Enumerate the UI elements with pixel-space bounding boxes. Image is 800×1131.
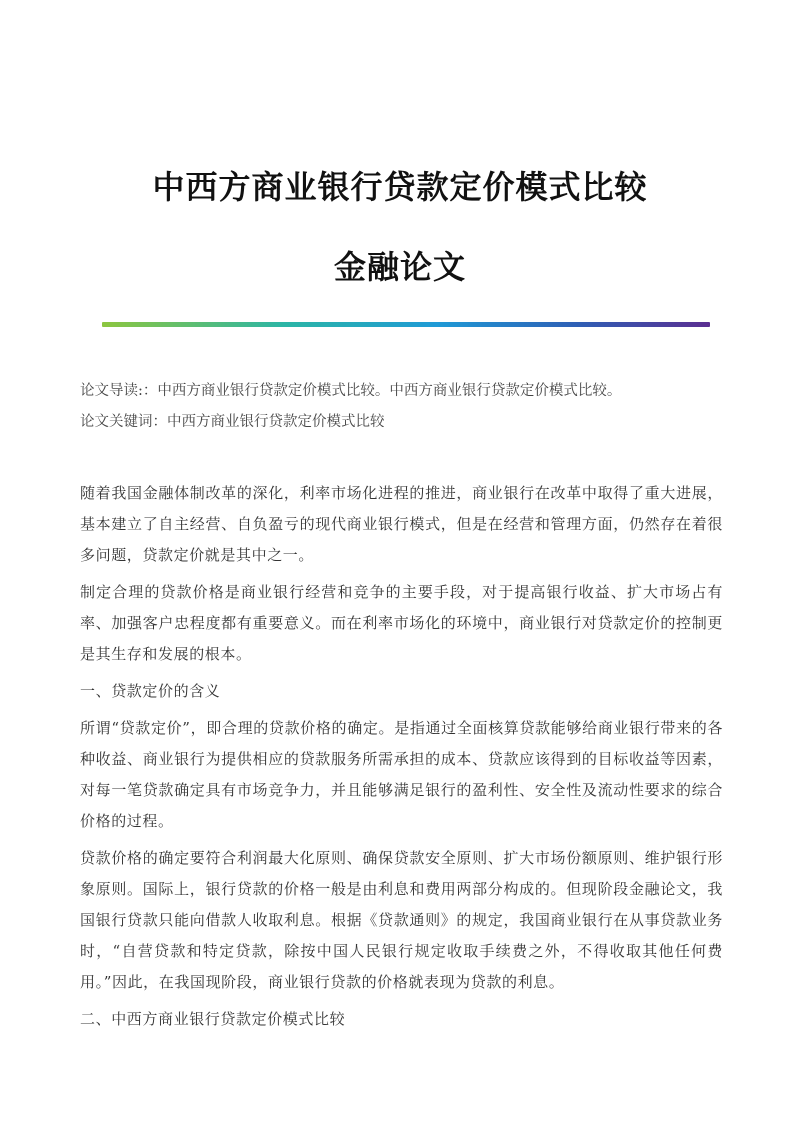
document-subtitle: 金融论文 bbox=[333, 248, 466, 286]
body-text bbox=[80, 478, 723, 1041]
intro-line: 论文导读:：中西方商业银行贷款定价模式比较。中西方商业银行贷款定价模式比较。 bbox=[80, 383, 622, 399]
paragraph: 随着我国金融体制改革的深化，利率市场化进程的推进，商业银行在改革中取得了重大进展，基本建立了自主经营、自负盈亏的现代商业银行模式，但是在经营和管理方面，仍然存在着很多问题，贷款定价就是其中之一。 bbox=[80, 484, 723, 564]
paragraph: 所谓“贷款定价”，即合理的贷款价格的确定。是指通过全面核算贷款能够给商业银行带来的各种收益、商业银行为提供相应的贷款服务所需承担的成本、贷款应该得到的目标收益等因素，对每一笔贷款确定具有市场竞争力，并且能够满足银行的盈利性、安全性及流动性要求的综合价格的过程。 bbox=[80, 719, 723, 830]
gradient-divider bbox=[102, 322, 710, 327]
document-title: 中西方商业银行贷款定价模式比较 bbox=[152, 168, 648, 206]
keywords-line: 论文关键词：中西方商业银行贷款定价模式比较 bbox=[80, 414, 385, 430]
paragraph: 贷款价格的确定要符合利润最大化原则、确保贷款安全原则、扩大市场份额原则、维护银行形象原则。国际上，银行贷款的价格一般是由利息和费用两部分构成的。但现阶段金融论文，我国银行贷款只能向借款人收取利息。根据《贷款通则》的规定，我国商业银行在从事贷款业务时，“自营贷款和特定贷款，除按中国人民银行规定收取手续费之外，不得收取其他任何费用。”因此，在我国现阶段，商业银行贷款的价格就表现为贷款的利息。 bbox=[80, 849, 723, 991]
section-heading: 一、贷款定价的含义 bbox=[80, 682, 221, 700]
section-heading: 二、中西方商业银行贷款定价模式比较 bbox=[80, 1010, 346, 1028]
paragraph: 制定合理的贷款价格是商业银行经营和竞争的主要手段，对于提高银行收益、扩大市场占有率、加强客户忠程度都有重要意义。而在利率市场化的环境中，商业银行对贷款定价的控制更是其生存和发展的根本。 bbox=[80, 583, 723, 663]
